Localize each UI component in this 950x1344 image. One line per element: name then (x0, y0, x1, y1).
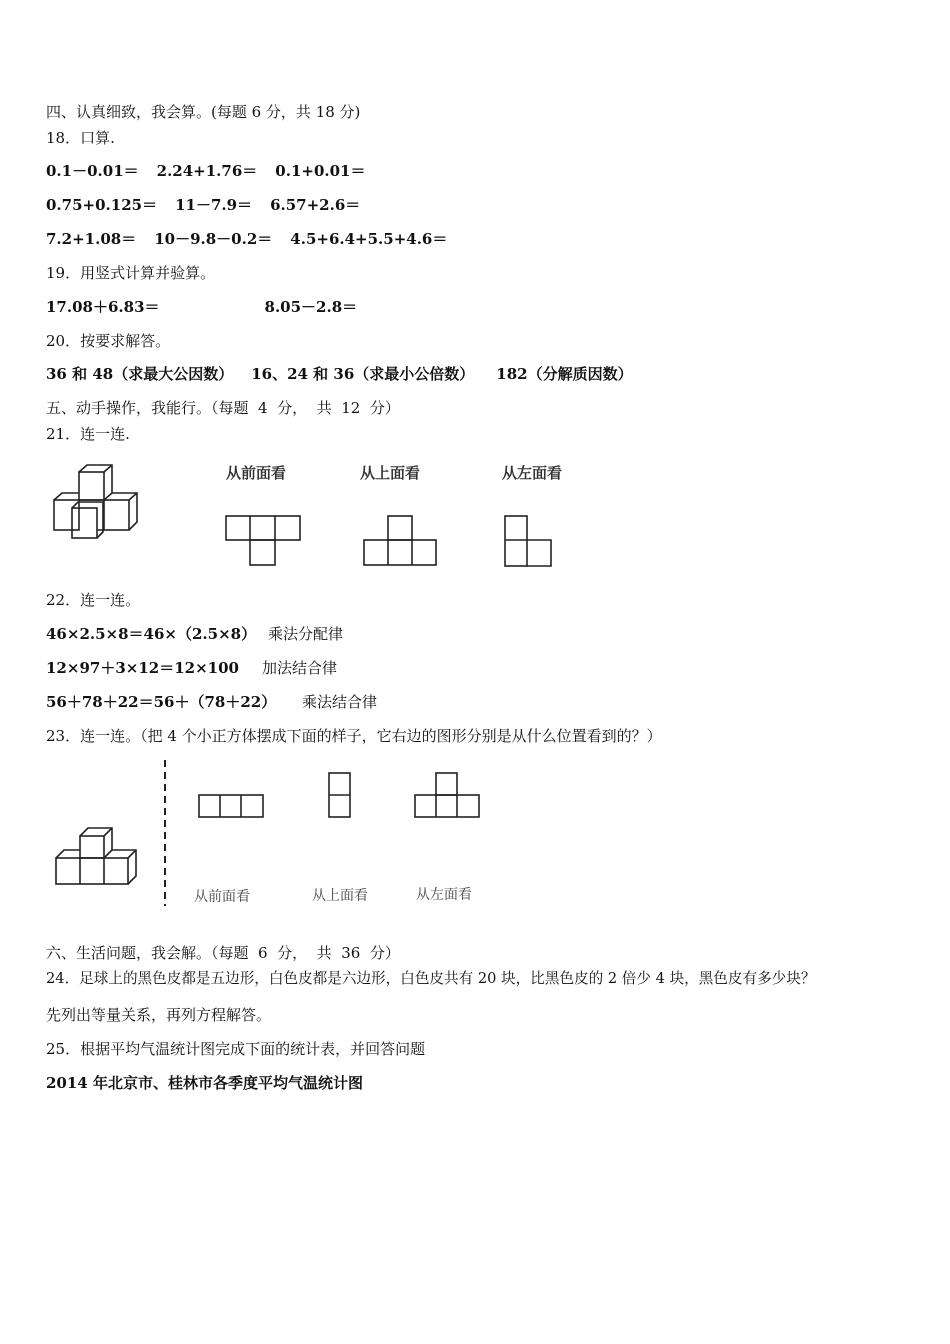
q23-view-label: 从上面看 (312, 888, 368, 904)
q22-law: 乘法结合律 (302, 693, 378, 711)
q19-items (46, 297, 357, 317)
q20-item: 182（分解质因数） (496, 365, 633, 383)
q18-row-2 (46, 195, 360, 215)
q18-item: 0.75+0.125＝ (46, 196, 158, 214)
q21-cube-figure (50, 462, 150, 544)
q21-view-label: 从左面看 (502, 464, 563, 482)
q21-view-label: 从前面看 (226, 464, 287, 482)
q19-title: 19．用竖式计算并验算。 (46, 264, 216, 282)
q18-row-1 (46, 161, 365, 181)
q18-title: 18．口算. (46, 129, 115, 147)
q22-expr: 46×2.5×8＝46×（2.5×8） (46, 625, 257, 643)
q21-front-view (224, 514, 304, 568)
q25-chart-title: 2014 年北京市、桂林市各季度平均气温统计图 (46, 1074, 363, 1092)
q21-top-view (362, 514, 440, 568)
section5-heading: 五、动手操作，我能行。（每题 4 分， 共 12 分） (46, 399, 400, 417)
q20-item: 36 和 48（求最大公因数） (46, 365, 234, 383)
q18-row-3 (46, 229, 447, 249)
q20-item: 16、24 和 36（求最小公倍数） (251, 365, 475, 383)
section6-heading: 六、生活问题，我会解。（每题 6 分， 共 36 分） (46, 944, 400, 962)
q18-item: 4.5+6.4+5.5+4.6＝ (290, 230, 448, 248)
dashed-divider (160, 760, 170, 906)
q21-left-view (502, 514, 556, 570)
q19-item: 17.08＋6.83＝ (46, 298, 160, 316)
section4-heading: 四、认真细致，我会算。(每题 6 分，共 18 分) (46, 103, 361, 121)
q25-title: 25．根据平均气温统计图完成下面的统计表，并回答问题 (46, 1040, 426, 1058)
q20-title: 20．按要求解答。 (46, 332, 171, 350)
q23-view-label: 从前面看 (194, 889, 250, 905)
q18-item: 2.24+1.76＝ (156, 162, 258, 180)
q22-expr: 12×97＋3×12＝12×100 (46, 659, 239, 677)
q23-view-label: 从左面看 (416, 887, 472, 903)
q21-title: 21．连一连. (46, 425, 130, 443)
q23-top-shape (327, 771, 353, 819)
q23-front-shape (197, 793, 267, 819)
q18-item: 0.1－0.01＝ (46, 162, 139, 180)
q18-item: 0.1+0.01＝ (275, 162, 366, 180)
q23-cube-figure (52, 816, 148, 888)
q20-items (46, 364, 633, 384)
q21-view-label: 从上面看 (360, 464, 421, 482)
q24-hint: 先列出等量关系，再列方程解答。 (46, 1006, 272, 1024)
q18-item: 6.57+2.6＝ (270, 196, 361, 214)
q23-title: 23．连一连。（把 4 个小正方体摆成下面的样子，它右边的图形分别是从什么位置看到的？） (46, 727, 662, 745)
q18-item: 10－9.8－0.2＝ (154, 230, 273, 248)
q18-item: 11－7.9＝ (175, 196, 253, 214)
q18-item: 7.2+1.08＝ (46, 230, 137, 248)
q24-title: 24．足球上的黑色皮都是五边形，白色皮都是六边形，白色皮共有 20 块，比黑色皮的 2 倍少 4 块，黑色皮有多少块？ (46, 970, 816, 987)
q22-expr: 56＋78＋22＝56＋（78＋22） (46, 693, 277, 711)
q22-title: 22．连一连。 (46, 591, 141, 609)
q22-law: 乘法分配律 (268, 625, 344, 643)
q23-left-shape (413, 771, 483, 819)
q19-item: 8.05－2.8＝ (264, 298, 358, 316)
q22-law: 加法结合律 (262, 659, 338, 677)
